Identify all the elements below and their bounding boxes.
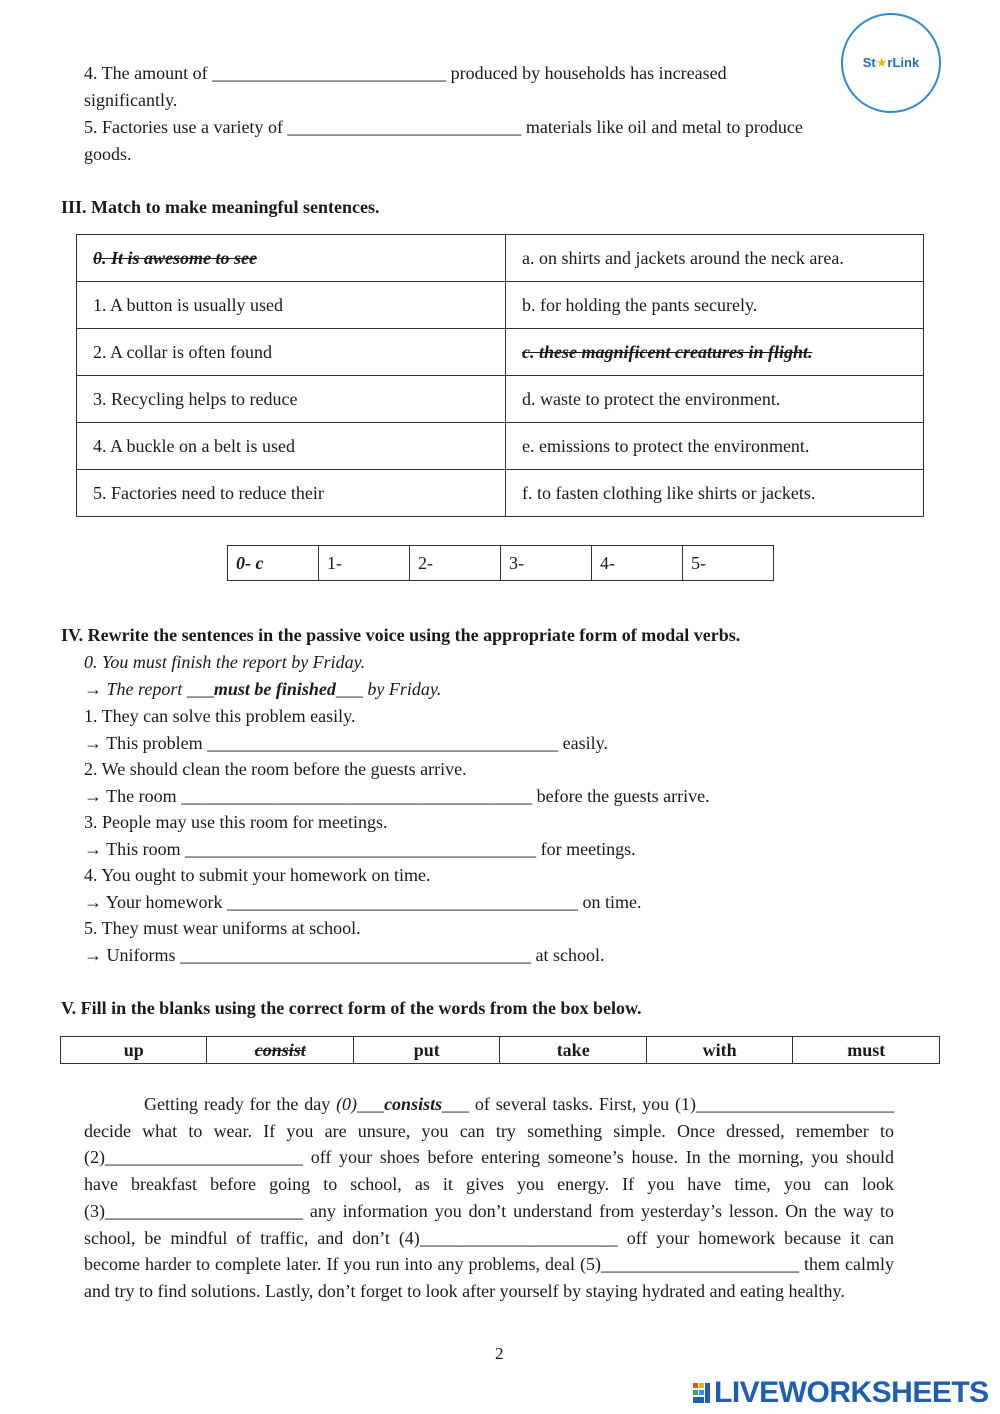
matching-table [76, 234, 924, 517]
section-5-title: V. Fill in the blanks using the correct form of the words from the box below. [61, 998, 642, 1018]
answer-cell-4[interactable]: 4- [592, 546, 683, 581]
top-item-4: 4. The amount of __________________________ produced by households has increased [84, 63, 727, 83]
example-question: 0. You must finish the report by Friday. [84, 652, 366, 672]
liveworksheets-logo-icon [693, 1381, 711, 1405]
word-must: must [793, 1037, 940, 1064]
table-row [61, 1037, 940, 1064]
q3-answer[interactable]: → This room _______________________________________ for meetings. [84, 839, 636, 859]
match-right-a: a. on shirts and jackets around the neck area. [506, 235, 924, 282]
q2-answer[interactable]: → The room _______________________________________ before the guests arrive. [84, 786, 710, 806]
table-row [228, 546, 774, 581]
word-consist: consist [207, 1037, 354, 1064]
section-3-title: III. Match to make meaningful sentences. [61, 197, 380, 217]
example-answer-bold: must be finished [213, 679, 336, 699]
q3: 3. People may use this room for meetings. [84, 812, 388, 832]
table-row [77, 282, 924, 329]
match-right-f: f. to fasten clothing like shirts or jackets. [506, 470, 924, 517]
match-right-e: e. emissions to protect the environment. [506, 423, 924, 470]
top-item-4-cont: significantly. [84, 90, 178, 110]
answer-table [227, 545, 774, 581]
page-number: 2 [495, 1344, 504, 1363]
q4-answer[interactable]: → Your homework _______________________________________ on time. [84, 892, 642, 912]
table-row [77, 423, 924, 470]
logo-text: St★rLink [862, 55, 920, 70]
q4: 4. You ought to submit your homework on time. [84, 865, 431, 885]
q2: 2. We should clean the room before the guests arrive. [84, 759, 467, 779]
match-left-5: 5. Factories need to reduce their [77, 470, 506, 517]
answer-cell-0: 0- c [228, 546, 319, 581]
top-item-5: 5. Factories use a variety of __________________________ materials like oil and metal to produce [84, 117, 803, 137]
q5: 5. They must wear uniforms at school. [84, 918, 361, 938]
section-4-title: IV. Rewrite the sentences in the passive voice using the appropriate form of modal verbs. [61, 625, 741, 645]
answer-cell-2[interactable]: 2- [410, 546, 501, 581]
fill-paragraph: Getting ready for the day (0)___consists___ of several tasks. First, you (1)______________________ decide what to wear. If you are unsure, you can try something simple. Once dressed, remember to (2)______________________ off your shoes before entering someone’s house. In the morning, you should have breakfast before going to school, as it gives you energy. If you have time, you can look (3)______________________ any information you don’t understand from yesterday’s lesson. On the way to school, be mindful of traffic, and don’t (4)______________________ off your homework because it can become harder to complete later. If you run into any problems, deal (5)______________________ them calmly and try to find solutions. Lastly, don’t forget to look after yourself by staying hydrated and eating healthy. [84, 1094, 894, 1301]
example-answer: → The report ___must be finished___ by Friday. [84, 679, 442, 699]
q1-answer[interactable]: → This problem _______________________________________ easily. [84, 733, 608, 753]
answer-cell-3[interactable]: 3- [501, 546, 592, 581]
match-right-c: c. these magnificent creatures in flight. [506, 329, 924, 376]
match-right-b: b. for holding the pants securely. [506, 282, 924, 329]
table-row [77, 470, 924, 517]
match-left-0: 0. It is awesome to see [77, 235, 506, 282]
q1: 1. They can solve this problem easily. [84, 706, 356, 726]
top-item-5-cont: goods. [84, 144, 132, 164]
word-put: put [354, 1037, 500, 1064]
match-left-2: 2. A collar is often found [77, 329, 506, 376]
word-box [60, 1036, 940, 1064]
liveworksheets-watermark: LIVEWORKSHEETS [693, 1376, 989, 1410]
paragraph-example: (0)___consists___ [336, 1094, 470, 1114]
word-with: with [646, 1037, 793, 1064]
match-left-3: 3. Recycling helps to reduce [77, 376, 506, 423]
table-row [77, 376, 924, 423]
answer-cell-1[interactable]: 1- [319, 546, 410, 581]
word-up: up [61, 1037, 207, 1064]
table-row [77, 235, 924, 282]
match-right-d: d. waste to protect the environment. [506, 376, 924, 423]
answer-cell-5[interactable]: 5- [683, 546, 774, 581]
match-left-4: 4. A buckle on a belt is used [77, 423, 506, 470]
q5-answer[interactable]: → Uniforms _______________________________________ at school. [84, 945, 605, 965]
starlink-logo [841, 13, 941, 113]
table-row [77, 329, 924, 376]
word-take: take [500, 1037, 646, 1064]
match-left-1: 1. A button is usually used [77, 282, 506, 329]
